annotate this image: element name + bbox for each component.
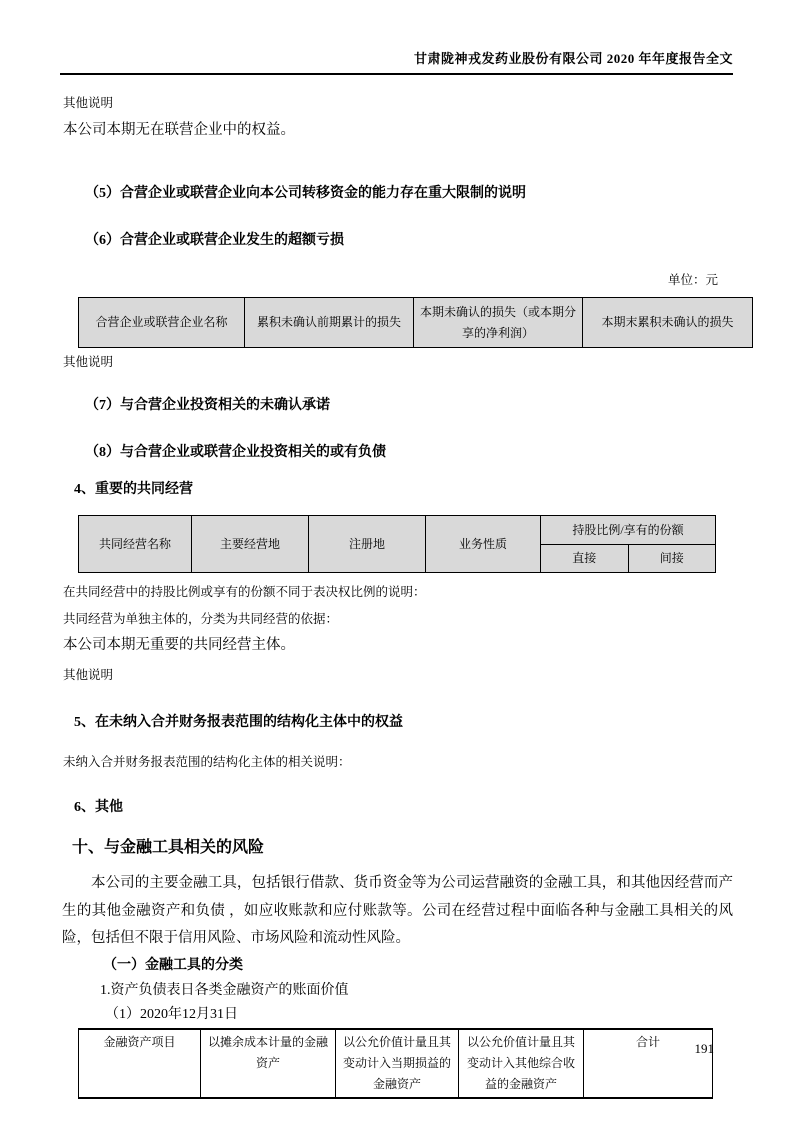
column-header: 以公允价值计量且其变动计入当期损益的金融资产: [336, 1029, 459, 1098]
subheading-carrying-amount: 1.资产负债表日各类金融资产的账面价值: [100, 982, 349, 998]
table-header-row: [79, 1029, 713, 1098]
subheading-date: （1）2020年12月31日: [105, 1006, 238, 1022]
column-header: 直接: [541, 545, 629, 573]
joint-note-classification-basis: 共同经营为单独主体的，分类为共同经营的依据：: [63, 612, 339, 626]
column-header: 以摊余成本计量的金融资产: [201, 1029, 336, 1098]
structured-entities-note: 未纳入合并财务报表范围的结构化主体的相关说明：: [63, 755, 351, 769]
column-group-header: 持股比例/享有的份额: [541, 516, 716, 545]
column-header: 共同经营名称: [79, 516, 192, 573]
document-header: [60, 48, 733, 75]
column-header: 合计: [584, 1029, 713, 1098]
column-header: 本期末累积未确认的损失: [583, 298, 753, 348]
page-number: 191: [694, 1041, 714, 1056]
risk-paragraph: 本公司的主要金融工具，包括银行借款、货币资金等为公司运营融资的金融工具，和其他因经营而产生的其他金融资产和负债 ，如应收账款和应付账款等。公司在经营过程中面临各种与金融工具相关的风险，包括但不限于信用风险、市场风险和流动性风险。: [62, 875, 733, 946]
column-header: 注册地: [309, 516, 426, 573]
table-header-row: [79, 298, 753, 348]
header-title: 甘肃陇神戎发药业股份有限公司 2020 年年度报告全文: [413, 51, 733, 66]
joint-note-voting-ratio: 在共同经营中的持股比例或享有的份额不同于表决权比例的说明：: [63, 585, 426, 599]
other-note-top: 其他说明: [63, 96, 114, 110]
heading-joint-operations: 4、重要的共同经营: [74, 482, 193, 497]
heading-6-excess-losses: （6）合营企业或联营企业发生的超额亏损: [85, 233, 344, 248]
table-financial-assets: [78, 1028, 713, 1099]
column-header: 间接: [628, 545, 716, 573]
heading-5-transfer-restrictions: （5）合营企业或联营企业向本公司转移资金的能力存在重大限制的说明: [85, 186, 526, 201]
column-header: 主要经营地: [192, 516, 309, 573]
table-header-row: [79, 516, 716, 545]
unit-label: 单位：元: [667, 273, 718, 287]
heading-financial-instrument-risk: 十、与金融工具相关的风险: [72, 839, 265, 856]
heading-other-section: 6、其他: [74, 800, 123, 815]
column-header: 业务性质: [426, 516, 541, 573]
column-header: 累积未确认前期累计的损失: [245, 298, 414, 348]
heading-8-contingent-liabilities: （8）与合营企业或联营企业投资相关的或有负债: [85, 445, 386, 460]
heading-structured-entities: 5、在未纳入合并财务报表范围的结构化主体中的权益: [74, 715, 403, 730]
heading-instrument-classification: （一）金融工具的分类: [103, 957, 243, 973]
table-excess-losses: [78, 297, 753, 348]
no-joint-operation-note: 本公司本期无重要的共同经营主体。: [63, 637, 295, 653]
heading-7-unrecognized-commitments: （7）与合营企业投资相关的未确认承诺: [85, 398, 330, 413]
other-note-mid: 其他说明: [63, 355, 114, 369]
other-note-bottom: 其他说明: [63, 668, 114, 682]
column-header: 本期未确认的损失（或本期分享的净利润）: [414, 298, 583, 348]
column-header: 金融资产项目: [79, 1029, 201, 1098]
column-header: 以公允价值计量且其变动计入其他综合收益的金融资产: [459, 1029, 584, 1098]
column-header: 合营企业或联营企业名称: [79, 298, 245, 348]
table-joint-operations: [78, 515, 716, 573]
no-associate-equity-note: 本公司本期无在联营企业中的权益。: [63, 122, 295, 138]
